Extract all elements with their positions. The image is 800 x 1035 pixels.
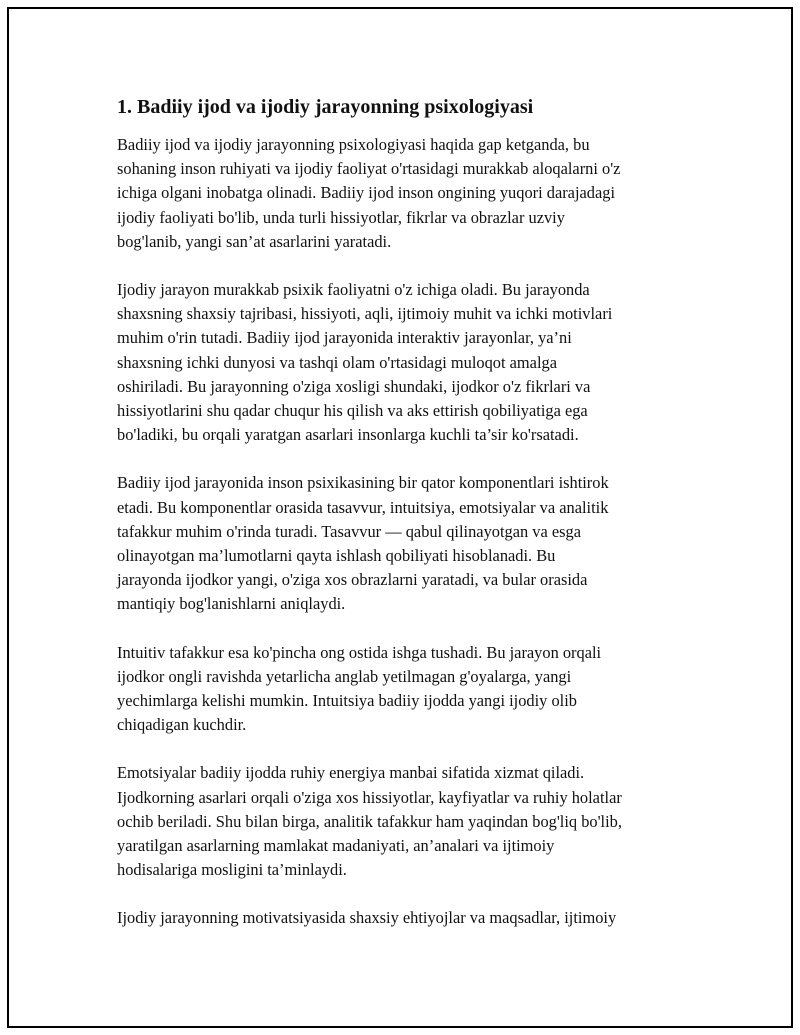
text-line: yechimlarga kelishi mumkin. Intuitsiya badiiy ijodda yangi ijodiy olib bbox=[117, 691, 577, 711]
paragraph-1 bbox=[117, 133, 697, 254]
text-line: Ijodiy jarayonning motivatsiyasida shaxsiy ehtiyojlar va maqsadlar, ijtimoiy bbox=[117, 908, 617, 928]
text-line: sohaning inson ruhiyati va ijodiy faoliyat o'rtasidagi murakkab aloqalarni o'z bbox=[117, 159, 621, 179]
paragraph-2 bbox=[117, 278, 697, 447]
section-heading: 1. Badiiy ijod va ijodiy jarayonning psixologiyasi bbox=[117, 96, 534, 118]
text-line: etadi. Bu komponentlar orasida tasavvur, intuitsiya, emotsiyalar va analitik bbox=[117, 497, 609, 517]
text-line: ochib beriladi. Shu bilan birga, analitik tafakkur ham yaqindan bog'liq bo'lib, bbox=[117, 811, 622, 831]
text-line: Badiiy ijod jarayonida inson psixikasining bir qator komponentlari ishtirok bbox=[117, 473, 609, 493]
text-line: hissiyotlarini shu qadar chuqur his qilish va aks ettirish qobiliyatiga ega bbox=[117, 401, 588, 421]
paragraph-6 bbox=[117, 906, 697, 930]
text-line: shaxsning shaxsiy tajribasi, hissiyoti, aqli, ijtimoiy muhit va ichki motivlari bbox=[117, 304, 613, 324]
text-line: oshiriladi. Bu jarayonning o'ziga xosligi shundaki, ijodkor o'z fikrlari va bbox=[117, 376, 591, 396]
text-line: ichiga olgani inobatga olinadi. Badiiy ijod inson ongining yuqori darajadagi bbox=[117, 183, 616, 203]
text-line: mantiqiy bog'lanishlarni aniqlaydi. bbox=[117, 594, 346, 614]
document-body bbox=[117, 94, 697, 955]
text-line: bog'lanib, yangi san’at asarlarini yaratadi. bbox=[117, 231, 392, 251]
text-line: ijodiy faoliyati bo'lib, unda turli hissiyotlar, fikrlar va obrazlar uzviy bbox=[117, 207, 565, 227]
text-line: jarayonda ijodkor yangi, o'ziga xos obrazlarni yaratadi, va bular orasida bbox=[117, 570, 588, 590]
text-line: bo'ladiki, bu orqali yaratgan asarlari insonlarga kuchli ta’sir ko'rsatadi. bbox=[117, 425, 579, 445]
paragraph-5 bbox=[117, 761, 697, 882]
paragraph-3 bbox=[117, 471, 697, 616]
text-line: Ijodiy jarayon murakkab psixik faoliyatni o'z ichiga oladi. Bu jarayonda bbox=[117, 280, 590, 300]
text-line: Intuitiv tafakkur esa ko'pincha ong ostida ishga tushadi. Bu jarayon orqali bbox=[117, 642, 602, 662]
text-line: Ijodkorning asarlari orqali o'ziga xos hissiyotlar, kayfiyatlar va ruhiy holatlar bbox=[117, 787, 622, 807]
text-line: muhim o'rin tutadi. Badiiy ijod jarayonida interaktiv jarayonlar, ya’ni bbox=[117, 328, 572, 348]
text-line: chiqadigan kuchdir. bbox=[117, 715, 247, 735]
text-line: shaxsning ichki dunyosi va tashqi olam o'rtasidagi muloqot amalga bbox=[117, 352, 557, 372]
text-line: olinayotgan ma’lumotlarni qayta ishlash qobiliyati hisoblanadi. Bu bbox=[117, 546, 556, 566]
text-line: yaratilgan asarlarning mamlakat madaniyati, an’analari va ijtimoiy bbox=[117, 836, 555, 856]
text-line: ijodkor ongli ravishda yetarlicha anglab yetilmagan g'oyalarga, yangi bbox=[117, 666, 572, 686]
text-line: Emotsiyalar badiiy ijodda ruhiy energiya manbai sifatida xizmat qiladi. bbox=[117, 763, 585, 783]
text-line: tafakkur muhim o'rinda turadi. Tasavvur — qabul qilinayotgan va esga bbox=[117, 521, 581, 541]
text-line: hodisalariga mosligini ta’minlaydi. bbox=[117, 860, 347, 880]
paragraph-4 bbox=[117, 641, 697, 738]
text-line: Badiiy ijod va ijodiy jarayonning psixologiyasi haqida gap ketganda, bu bbox=[117, 135, 590, 154]
